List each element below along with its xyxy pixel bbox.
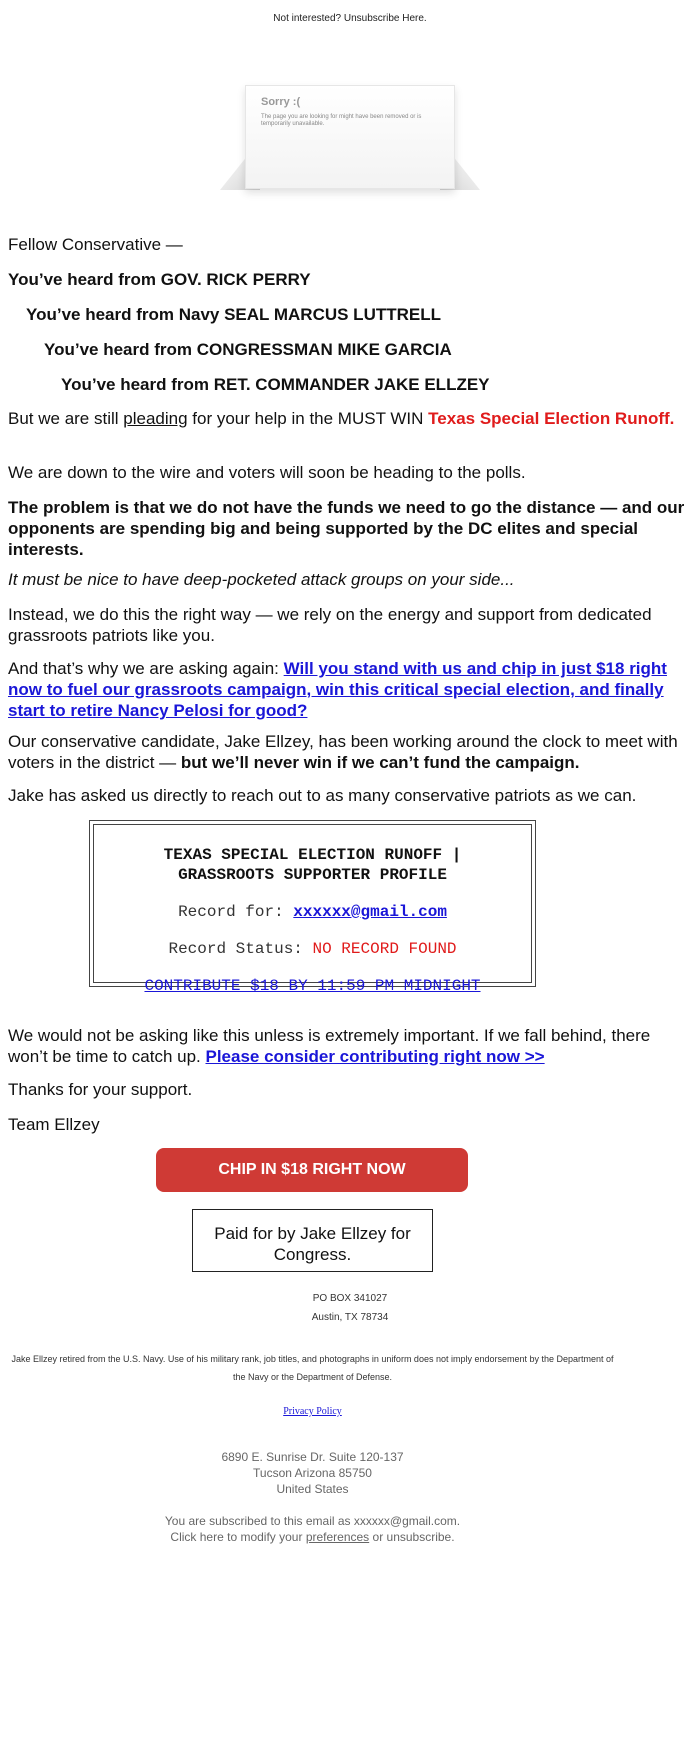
- privacy-policy-link[interactable]: Privacy Policy: [283, 1406, 342, 1417]
- subscription-line-1: You are subscribed to this email as xxxxxx@gmail.com.: [164, 1514, 461, 1528]
- hero-card: [245, 85, 455, 189]
- greeting: Fellow Conservative —: [8, 235, 183, 254]
- status-value: NO RECORD FOUND: [312, 940, 457, 958]
- problem-paragraph: The problem is that we do not have the funds we need to go the distance — and our opponents are spending big and being supported by the DC elites and special interests.: [8, 498, 685, 559]
- contribute-link[interactable]: CONTRIBUTE $18 BY 11:59 PM MIDNIGHT: [144, 977, 481, 995]
- hero-message: The page you are looking for might have been removed or is temporarily unavailable.: [261, 114, 422, 127]
- heard-name-4: RET. COMMANDER JAKE ELLZEY: [213, 375, 490, 394]
- heard-name-2: SEAL MARCUS LUTTRELL: [224, 305, 441, 324]
- sender-address-1: 6890 E. Sunrise Dr. Suite 120-137: [221, 1450, 404, 1464]
- record-email-link[interactable]: xxxxxx@gmail.com: [293, 903, 447, 921]
- heard-line-1: [8, 269, 692, 290]
- asked-paragraph: Jake has asked us directly to reach out to as many conservative patriots as we can.: [8, 786, 637, 805]
- status-label: Record Status:: [168, 940, 313, 958]
- plead-a: But we are still: [8, 409, 124, 428]
- heard-lead-2: You’ve heard from Navy: [26, 305, 225, 324]
- privacy-policy: [0, 1406, 625, 1417]
- nice-paragraph: It must be nice to have deep-pocketed attack groups on your side...: [8, 570, 515, 589]
- asking-paragraph: [8, 658, 692, 721]
- paid-for-box: [192, 1209, 433, 1272]
- asking-link[interactable]: Will you stand with us and chip in just $18 right now to fuel our grassroots campaign, win this critical special election, and finally start to retire Nancy Pelosi for good?: [8, 659, 667, 720]
- heard-line-4: [61, 374, 700, 395]
- heard-lead-4: You’ve heard from: [61, 375, 214, 394]
- heard-name-1: GOV. RICK PERRY: [160, 270, 311, 289]
- unsubscribe-text[interactable]: Not interested? Unsubscribe Here.: [273, 13, 427, 24]
- paid-for-text: Paid for by Jake Ellzey for Congress.: [214, 1224, 411, 1264]
- heard-lead-1: You’ve heard from: [8, 270, 161, 289]
- subscription-tail: or unsubscribe.: [369, 1530, 455, 1544]
- preferences-link[interactable]: preferences: [305, 1530, 370, 1544]
- contribute-now-link[interactable]: Please consider contributing right now >>: [205, 1047, 545, 1066]
- instead-paragraph: Instead, we do this the right way — we rely on the energy and support from dedicated grassroots patriots like you.: [8, 605, 652, 645]
- heard-line-2: [26, 304, 700, 325]
- po-box: PO BOX 341027: [312, 1293, 388, 1304]
- asking-lead: And that’s why we are asking again:: [8, 659, 284, 678]
- plead-underlined: pleading: [123, 409, 188, 428]
- hero-title: Sorry :(: [261, 96, 301, 108]
- important-lead: We would not be asking like this unless is extremely important. If we fall behind, there won’t be time to catch up.: [8, 1026, 651, 1066]
- hero-image: [210, 80, 490, 200]
- unsubscribe-link[interactable]: [0, 13, 700, 24]
- candidate-lead: Our conservative candidate, Jake Ellzey, has been working around the clock to meet with voters in the district —: [8, 732, 678, 772]
- plead-paragraph: [8, 408, 692, 429]
- plead-red: Texas Special Election Runoff.: [428, 409, 675, 428]
- heard-line-3: [44, 339, 700, 360]
- profile-status: [94, 940, 531, 958]
- thanks: Thanks for your support.: [8, 1080, 193, 1099]
- record-label: Record for:: [178, 903, 294, 921]
- subscription-line-2: [0, 1528, 625, 1546]
- signoff: Team Ellzey: [8, 1115, 100, 1134]
- subscription-lead: Click here to modify your: [170, 1530, 306, 1544]
- disclaimer: Jake Ellzey retired from the U.S. Navy. Use of his military rank, job titles, and photographs in uniform does not imply endorsement by the Department of the Navy or the Department of Defense.: [11, 1354, 614, 1382]
- profile-cta: [94, 977, 531, 995]
- heard-lead-3: You’ve heard from: [44, 340, 197, 359]
- supporter-profile-box: [89, 820, 536, 995]
- profile-record: [94, 903, 531, 921]
- candidate-bold: but we’ll never win if we can’t fund the campaign.: [180, 753, 580, 772]
- sender-address-2: Tucson Arizona 85750: [253, 1466, 372, 1480]
- supporter-profile-inner: [93, 824, 532, 995]
- wire-paragraph: We are down to the wire and voters will soon be heading to the polls.: [8, 463, 526, 482]
- important-paragraph: [8, 1025, 692, 1067]
- plead-b: for your help in the MUST WIN: [187, 409, 429, 428]
- heard-name-3: CONGRESSMAN MIKE GARCIA: [196, 340, 452, 359]
- candidate-paragraph: [8, 731, 692, 773]
- sender-address-3: United States: [276, 1482, 349, 1496]
- profile-title: TEXAS SPECIAL ELECTION RUNOFF | GRASSROOTS SUPPORTER PROFILE: [163, 846, 462, 884]
- po-city: Austin, TX 78734: [311, 1312, 389, 1323]
- chip-in-button[interactable]: CHIP IN $18 RIGHT NOW: [156, 1148, 468, 1192]
